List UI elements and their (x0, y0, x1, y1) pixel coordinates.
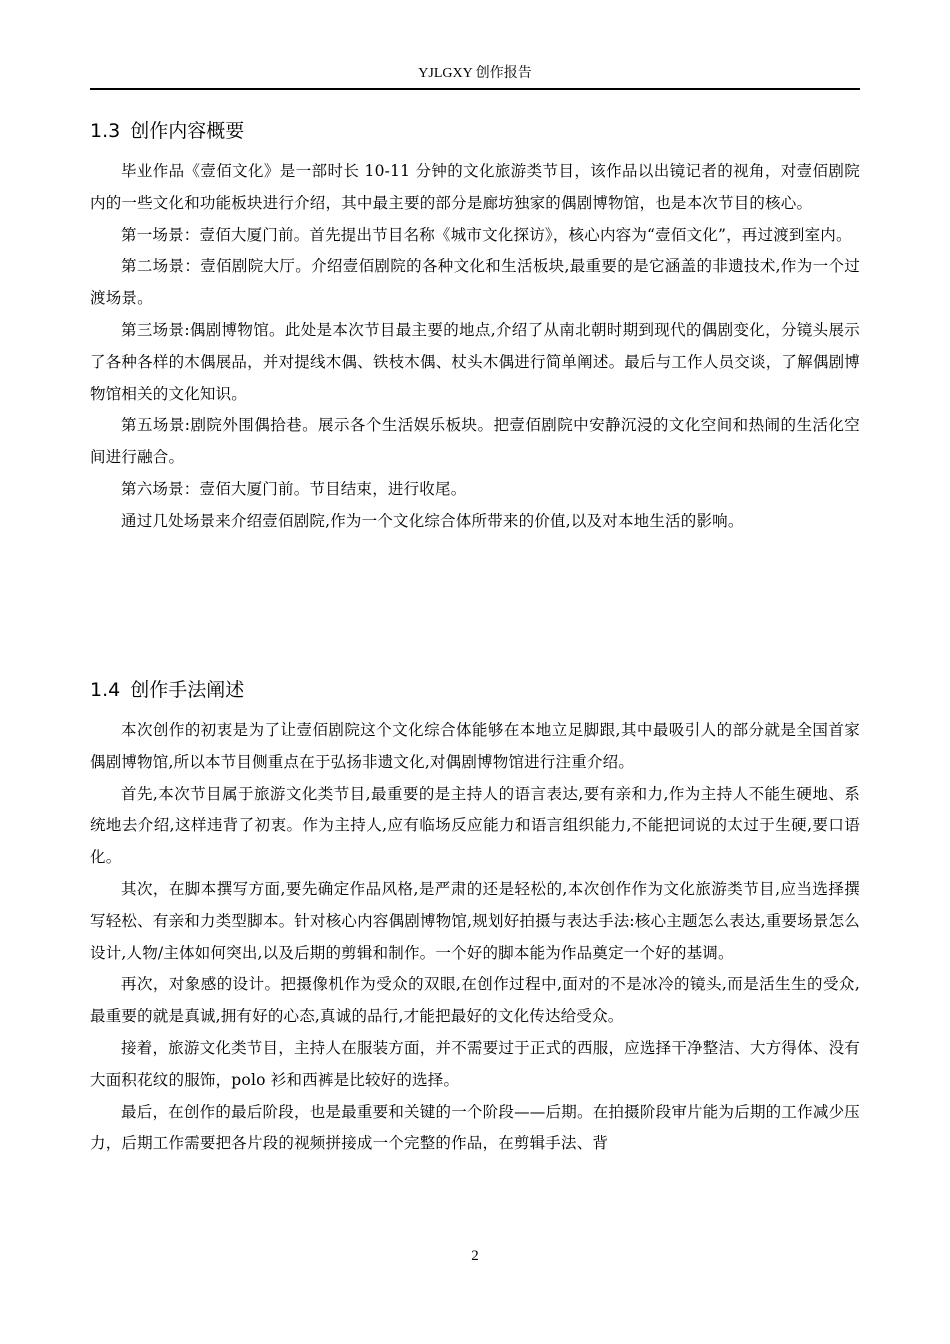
paragraph: 毕业作品《壹佰文化》是一部时长 10-11 分钟的文化旅游类节目，该作品以出镜记者的视角，对壹佰剧院内的一些文化和功能板块进行介绍，其中最主要的部分是廊坊独家的偶剧博物馆，也是本次节目的核心。 (90, 162, 860, 212)
header-divider (90, 88, 860, 90)
section-heading-1-3 (90, 118, 860, 144)
paragraph: 第一场景：壹佰大厦门前。首先提出节目名称《城市文化探访》，核心内容为“壹佰文化”，再过渡到室内。 (121, 225, 852, 244)
paragraph: 其次，在脚本撰写方面,要先确定作品风格,是严肃的还是轻松的,本次创作作为文化旅游类节目,应当选择撰写轻松、有亲和力类型脚本。针对核心内容偶剧博物馆,规划好拍摄与表达手法:核心主题怎么表达,重要场景怎么设计,人物/主体如何突出,以及后期的剪辑和制作。一个好的脚本能为作品奠定一个好的基调。 (90, 879, 860, 962)
paragraph: 第二场景：壹佰剧院大厅。介绍壹佰剧院的各种文化和生活板块,最重要的是它涵盖的非遗技术,作为一个过渡场景。 (90, 257, 860, 308)
paragraph: 本次创作的初衷是为了让壹佰剧院这个文化综合体能够在本地立足脚跟,其中最吸引人的部分就是全国首家偶剧博物馆,所以本节目侧重点在于弘扬非遗文化,对偶剧博物馆进行注重介绍。 (90, 721, 860, 771)
section-title: 创作内容概要 (130, 120, 245, 142)
section-body-1-3 (90, 156, 860, 538)
paragraph: 首先,本次节目属于旅游文化类节目,最重要的是主持人的语言表达,要有亲和力,作为主持人不能生硬地、系统地去介绍,这样违背了初衷。作为主持人,应有临场反应能力和语言组织能力,不能把词说的太过于生硬,要口语化。 (90, 784, 860, 867)
page-number: 2 (471, 1248, 479, 1264)
paragraph: 最后，在创作的最后阶段，也是最重要和关键的一个阶段——后期。在拍摄阶段审片能为后期的工作减少压力，后期工作需要把各片段的视频拼接成一个完整的作品，在剪辑手法、背 (90, 1102, 860, 1153)
section-body-1-4 (90, 715, 860, 1160)
paragraph: 第三场景:偶剧博物馆。此处是本次节目最主要的地点,介绍了从南北朝时期到现代的偶剧变化，分镜头展示了各种各样的木偶展品，并对提线木偶、铁枝木偶、杖头木偶进行简单阐述。最后与工作人员交谈，了解偶剧博物馆相关的文化知识。 (90, 320, 860, 403)
paragraph: 通过几处场景来介绍壹佰剧院,作为一个文化综合体所带来的价值,以及对本地生活的影响。 (121, 511, 744, 530)
paragraph: 再次，对象感的设计。把摄像机作为受众的双眼,在创作过程中,面对的不是冰冷的镜头,而是活生生的受众,最重要的就是真诚,拥有好的心态,真诚的品行,才能把最好的文化传达给受众。 (90, 975, 860, 1026)
paragraph: 第五场景:剧院外围偶拾巷。展示各个生活娱乐板块。把壹佰剧院中安静沉浸的文化空间和热闹的生活化空间进行融合。 (90, 416, 860, 467)
paragraph: 接着，旅游文化类节目，主持人在服装方面，并不需要过于正式的西服，应选择干净整洁、大方得体、没有大面积花纹的服饰，polo 衫和西裤是比较好的选择。 (90, 1038, 860, 1089)
section-number: 1.4 (90, 679, 121, 701)
section-title: 创作手法阐述 (130, 679, 245, 701)
section-heading-1-4 (90, 677, 860, 703)
running-header: YJLGXY 创作报告 (418, 66, 532, 81)
paragraph: 第六场景：壹佰大厦门前。节目结束，进行收尾。 (121, 479, 467, 498)
section-number: 1.3 (90, 120, 121, 142)
